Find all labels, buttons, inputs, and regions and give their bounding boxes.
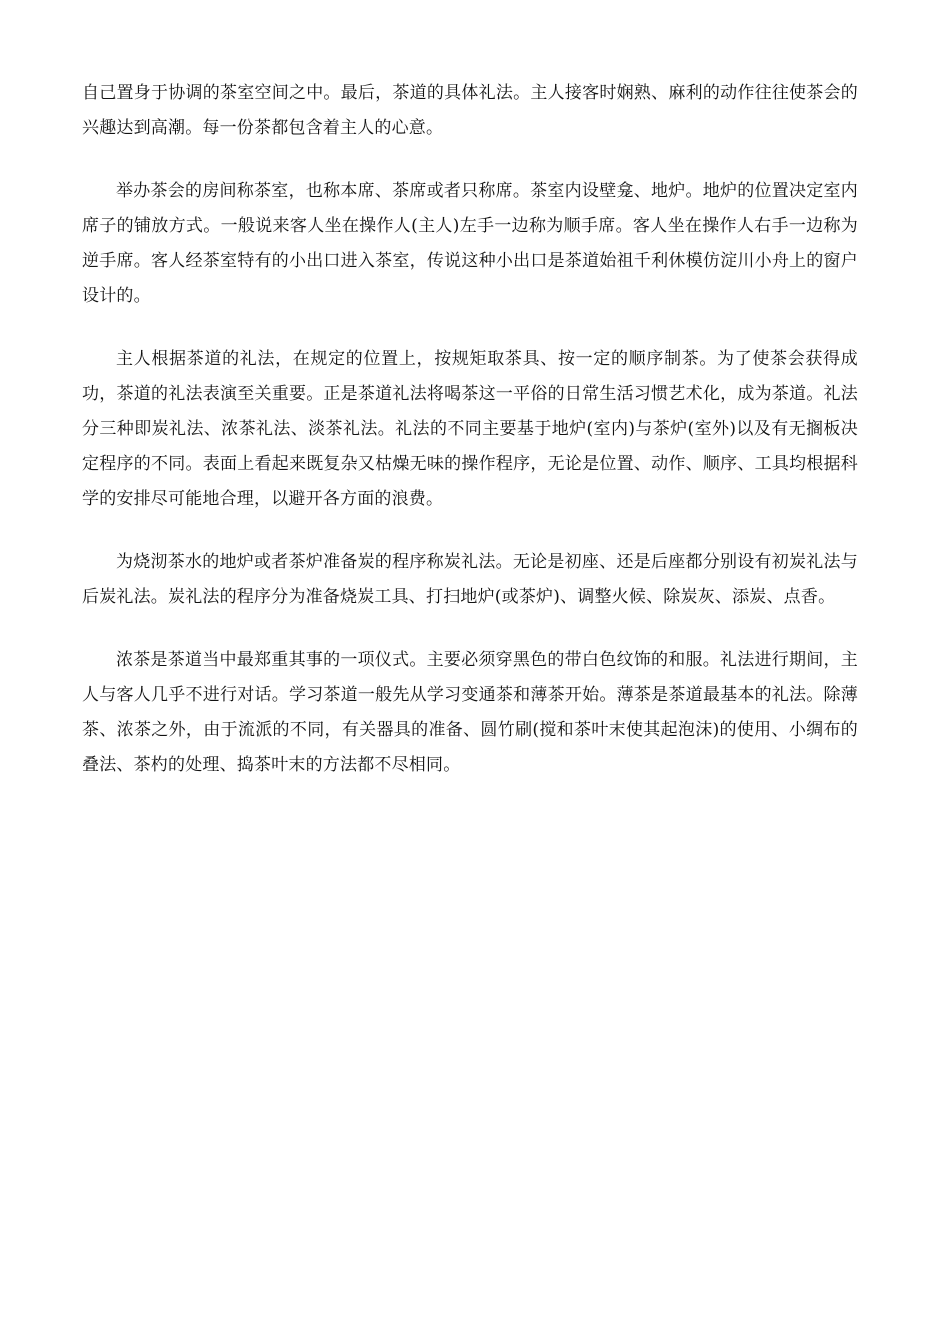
paragraph-etiquette: 主人根据茶道的礼法，在规定的位置上，按规矩取茶具、按一定的顺序制茶。为了使茶会获得成功，茶道的礼法表演至关重要。正是茶道礼法将喝茶这一平俗的日常生活习惯艺术化，成为茶道。礼法分三种即炭礼法、浓茶礼法、淡茶礼法。礼法的不同主要基于地炉(室内)与茶炉(室外)以及有无搁板决定程序的不同。表面上看起来既复杂又枯燥无味的操作程序，无论是位置、动作、顺序、工具均根据科学的安排尽可能地合理，以避开各方面的浪费。: [82, 349, 858, 509]
paragraph-tea-room: 举办茶会的房间称茶室，也称本席、茶席或者只称席。茶室内设壁龛、地炉。地炉的位置决定室内席子的铺放方式。一般说来客人坐在操作人(主人)左手一边称为顺手席。客人坐在操作人右手一边称为逆手席。客人经茶室特有的小出口进入茶室，传说这种小出口是茶道始祖千利休模仿淀川小舟上的窗户设计的。: [82, 181, 858, 306]
paragraph-continuation: 自己置身于协调的茶室空间之中。最后，茶道的具体礼法。主人接客时娴熟、麻利的动作往往使茶会的兴趣达到高潮。每一份茶都包含着主人的心意。: [82, 83, 858, 138]
paragraph-charcoal-etiquette: 为烧沏茶水的地炉或者茶炉准备炭的程序称炭礼法。无论是初座、还是后座都分别设有初炭礼法与后炭礼法。炭礼法的程序分为准备烧炭工具、打扫地炉(或茶炉)、调整火候、除炭灰、添炭、点香。: [82, 552, 858, 607]
paragraph-thick-tea: 浓茶是茶道当中最郑重其事的一项仪式。主要必须穿黑色的带白色纹饰的和服。礼法进行期间，主人与客人几乎不进行对话。学习茶道一般先从学习变通茶和薄茶开始。薄茶是茶道最基本的礼法。除薄茶、浓茶之外，由于流派的不同，有关器具的准备、圆竹刷(搅和茶叶末使其起泡沫)的使用、小绸布的叠法、茶杓的处理、捣茶叶末的方法都不尽相同。: [82, 650, 858, 775]
document-body: [82, 76, 858, 811]
